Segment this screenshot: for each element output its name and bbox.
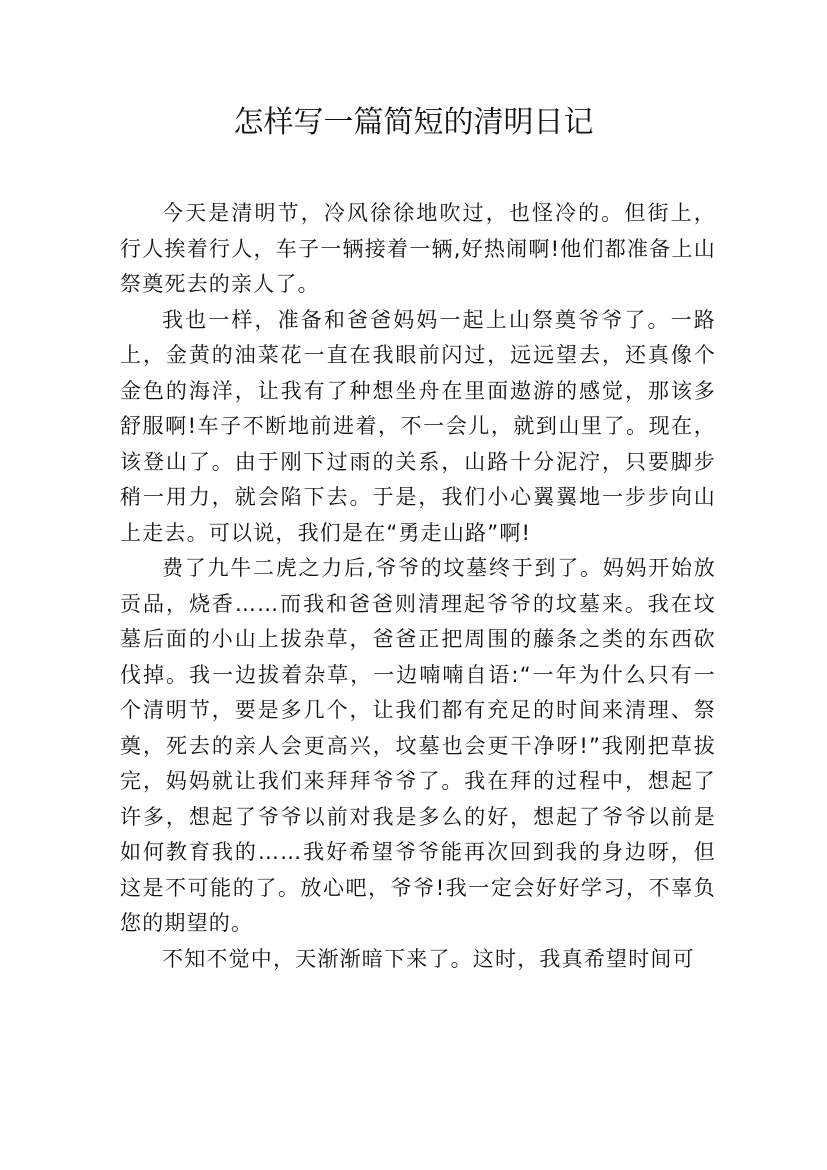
paragraph-4: 不知不觉中，天渐渐暗下来了。这时，我真希望时间可 [162,946,695,971]
document-body [120,196,716,977]
document-title: 怎样写一篇简短的清明日记 [233,105,594,140]
paragraph-3: 费了九牛二虎之力后,爷爷的坟墓终于到了。妈妈开始放贡品，烧香……而我和爸爸则清理起爷爷的坟墓来。我在坟墓后面的小山上拔杂草，爸爸正把周围的藤条之类的东西砍伐掉。我一边拔着杂草，一边喃喃自语:“一年为什么只有一个清明节，要是多几个，让我们都有充足的时间来清理、祭奠，死去的亲人会更高兴，坟墓也会更干净呀!”我刚把草拔完，妈妈就让我们来拜拜爷爷了。我在拜的过程中，想起了许多，想起了爷爷以前对我是多么的好，想起了爷爷以前是如何教育我的……我好希望爷爷能再次回到我的身边呀，但这是不可能的了。放心吧，爷爷!我一定会好好学习，不辜负您的期望的。 [120,556,716,935]
paragraph-1: 今天是清明节，冷风徐徐地吹过，也怪冷的。但街上，行人挨着行人，车子一辆接着一辆,好热闹啊!他们都准备上山祭奠死去的亲人了。 [120,201,716,296]
paragraph-2: 我也一样，准备和爸爸妈妈一起上山祭奠爷爷了。一路上，金黄的油菜花一直在我眼前闪过，远远望去，还真像个金色的海洋，让我有了种想坐舟在里面遨游的感觉，那该多舒服啊!车子不断地前进着，不一会儿，就到山里了。现在，该登山了。由于刚下过雨的关系，山路十分泥泞，只要脚步稍一用力，就会陷下去。于是，我们小心翼翼地一步步向山上走去。可以说，我们是在“勇走山路”啊! [120,307,716,545]
